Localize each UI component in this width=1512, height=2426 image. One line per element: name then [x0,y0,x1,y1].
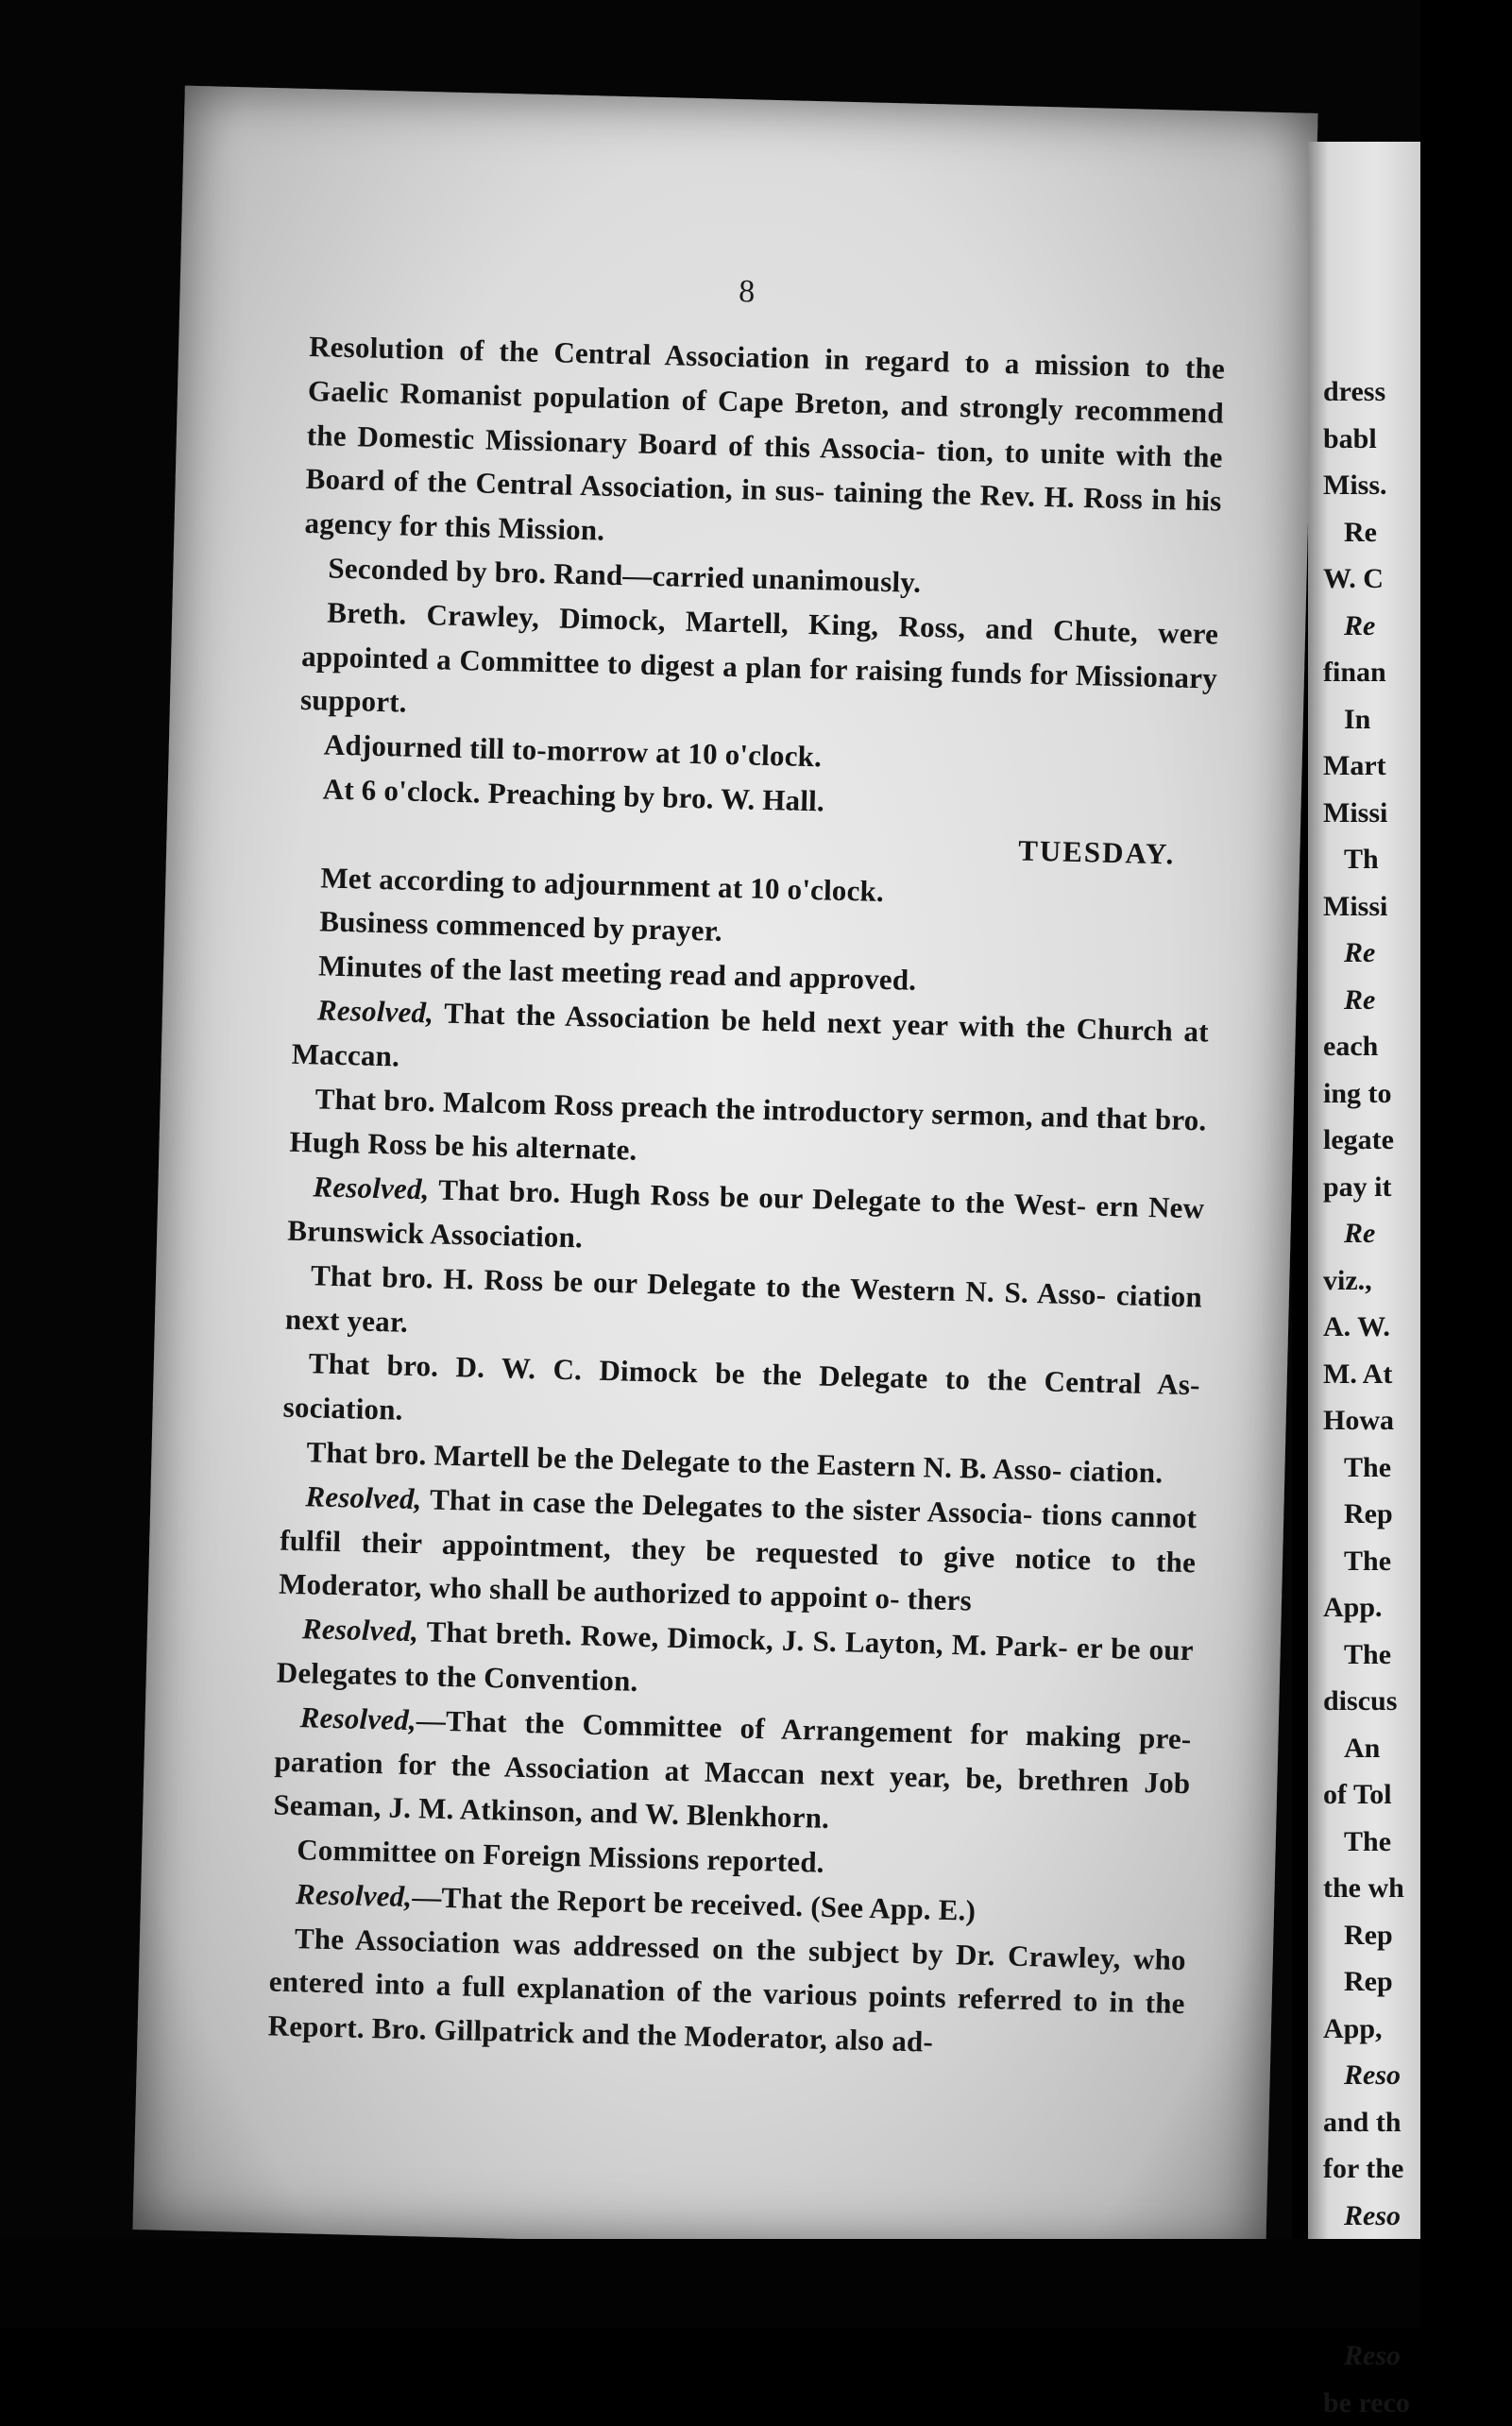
fragment-line: pay it [1323,1164,1512,1211]
resolved-label: Resolved, [313,1170,430,1205]
fragment-line: Re [1323,977,1512,1024]
paragraph [273,1695,1192,1850]
resolved-label: Resolved, [299,1700,416,1736]
fragment-line: Reso [1323,2332,1512,2380]
text-line: Business commenced by prayer. [319,905,722,948]
text-line: er be our Delegates to the Convention. [276,1631,1194,1697]
text-line: That bro. D. W. C. Dimock be the Delegate to the Central As- [308,1347,1200,1402]
fragment-line: Re [1323,509,1512,556]
fragment-line: each [1323,1023,1512,1070]
text-line: for Missionary support. [300,657,1218,719]
text-line: Met according to adjournment at 10 o'clock. [320,861,884,908]
fragment-line: be reco [1323,2380,1512,2426]
right-page-fragment [1308,142,1420,2267]
text-line: that bro. Hugh Ross be his alternate. [289,1101,1207,1167]
text-line: That breth. Rowe, Dimock, J. S. Layton, M. Park- [418,1614,1069,1664]
fragment-line: dress [1323,368,1512,416]
paragraph [304,325,1225,569]
fragment-line: The [1323,1632,1512,1679]
text-line: Adjourned till to-morrow at 10 o'clock. [323,728,822,774]
text-line: That bro. Martell be the Delegate to the Eastern N. B. Asso- [306,1435,1062,1487]
text-line: That bro. Malcom Ross preach the introductory sermon, and [314,1082,1089,1134]
text-line: ern New Brunswick Association. [287,1189,1205,1255]
text-line: the Gaelic Romanist population of Cape Breton, and strongly [308,351,1226,426]
text-line: Church at Maccan. [291,1012,1209,1072]
text-line: Committee on Foreign Missions reported. [297,1833,824,1879]
text-line: notice to the Moderator, who shall be authorized to appoint o- [279,1541,1197,1615]
scan-bottom-edge [0,2239,1420,2328]
fragment-line: Re [1323,1210,1512,1257]
fragment-line: babl [1323,416,1512,463]
text-line: —That the Committee of Arrangement for making pre- [416,1703,1191,1755]
text-line: thers [907,1582,972,1617]
page-body-text [267,325,1225,2071]
fragment-line: An [1323,1725,1512,1772]
fragment-line: W. C [1323,555,1512,603]
fragment-line: Th [1323,836,1512,883]
fragment-line: finan [1323,649,1512,696]
text-line: tions cannot fulfil their appointment, they be requested to give [280,1497,1198,1574]
fragment-line: In [1323,696,1512,743]
resolved-label: Resolved, [296,1877,413,1913]
fragment-line: Reso [1323,2052,1512,2099]
fragment-line: viz., [1323,1257,1512,1305]
text-line: ciation next year. [285,1278,1203,1338]
text-line: taining the Rev. H. Ross in his agency for this Mission. [304,475,1222,547]
text-line: sociation. [282,1391,403,1427]
fragment-line: Miss. [1323,462,1512,509]
fragment-line: the wh [1323,1865,1512,1912]
text-line: That in case the Delegates to the sister Associa- [421,1482,1033,1530]
text-line: That bro. Hugh Ross be our Delegate to the West- [429,1172,1087,1222]
text-line: That the Association be held next year with the [433,996,1066,1044]
fragment-line: Missi [1323,790,1512,837]
fragment-line: Howa [1323,1397,1512,1444]
fragment-line: Rep [1323,1912,1512,1959]
fragment-line: ing to [1323,1070,1512,1118]
fragment-line: Mart [1323,743,1512,790]
text-line: Resolution of the Central Association in regard to a mission to [309,330,1171,384]
text-line: ciation. [1069,1454,1164,1489]
paragraph [267,1916,1186,2071]
fragment-line: M. At [1323,1351,1512,1398]
text-line: Breth. Crawley, Dimock, Martell, King, Ross, and Chute, [327,595,1139,648]
text-line: were appointed a Committee to digest a plan for raising funds [301,616,1219,690]
text-line: recommend the Domestic Missionary Board of this Associa- [306,393,1224,467]
text-line: who entered into a full explanation of the various points referred [268,1941,1186,2017]
fragment-line: The [1323,1819,1512,1866]
text-line: tion, to unite with the Board of the Central Association, in sus- [305,434,1223,508]
day-heading: TUESDAY. [297,812,1214,878]
text-line: Job Seaman, J. M. Atkinson, and W. Blenkhorn. [273,1766,1191,1836]
resolved-label: Resolved, [302,1612,419,1648]
fragment-line: The [1323,1444,1512,1492]
text-line: Minutes of the last meeting read and approved. [318,949,917,997]
fragment-line: A. W. [1323,1304,1512,1351]
fragment-line: Reso [1323,2193,1512,2240]
text-line: to in the Report. Bro. Gillpatrick and the Moderator, also ad- [267,1985,1185,2059]
text-line: The Association was addressed on the subject by Dr. Crawley, [295,1922,1121,1974]
resolved-label: Resolved, [305,1479,422,1515]
text-line: Seconded by bro. Rand—carried unanimously. [328,552,922,599]
fragment-line: App. [1323,1584,1512,1632]
paragraph [299,590,1218,745]
fragment-line: of Tol [1323,1771,1512,1819]
fragment-line: Re [1323,603,1512,650]
fragment-line: The [1323,1538,1512,1585]
text-line: paration for the Association at Maccan next year, be, brethren [274,1744,1130,1798]
text-line: —That the Report be received. (See App. E.) [412,1880,977,1927]
fragment-line: Missi [1323,883,1512,931]
paragraph [279,1474,1198,1629]
fragment-line: Rep [1323,1491,1512,1538]
text-line: At 6 o'clock. Preaching by bro. W. Hall. [322,772,824,817]
fragment-line: for the [1323,2145,1512,2193]
fragment-line: discus [1323,1678,1512,1725]
resolved-label: Resolved, [317,993,434,1029]
page-number: 8 [179,261,1314,324]
left-page [132,86,1317,2258]
fragment-line: legate [1323,1117,1512,1164]
fragment-line: App, [1323,2006,1512,2053]
fragment-line: Re [1323,930,1512,977]
right-page-text [1323,368,1512,2426]
fragment-line: Rep [1323,1958,1512,2006]
fragment-line: and th [1323,2099,1512,2146]
text-line: That bro. H. Ross be our Delegate to the Western N. S. Asso- [311,1258,1107,1311]
